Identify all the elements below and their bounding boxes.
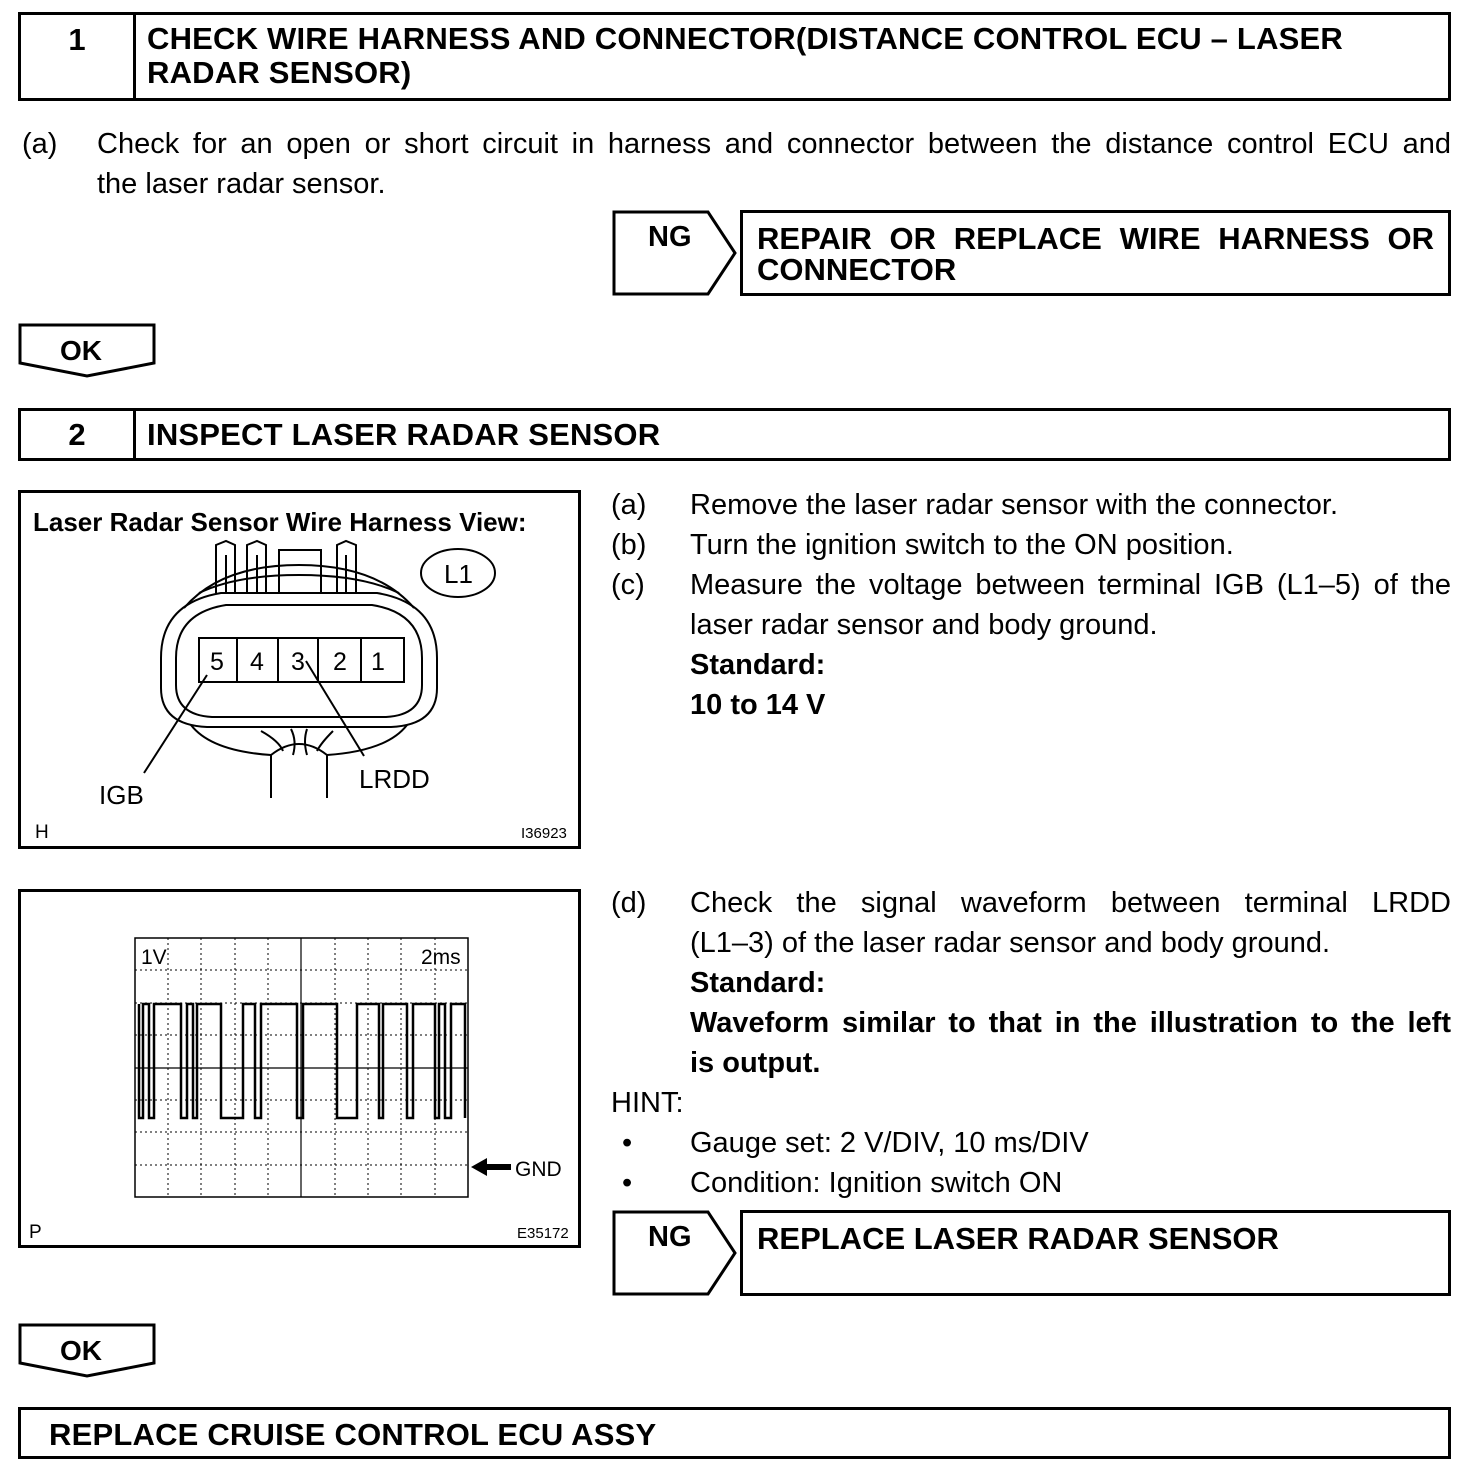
- step1-ok-arrow: [18, 323, 156, 379]
- step2-title: INSPECT LASER RADAR SENSOR: [147, 417, 661, 452]
- gnd-arrow-icon: [471, 1158, 511, 1176]
- step2-header: [18, 408, 1451, 461]
- step2-d-line1: Check the signal waveform between terminal LRDD: [690, 887, 1451, 919]
- step2-c-label: (c): [611, 569, 645, 601]
- step1-number: 1: [21, 15, 136, 98]
- pin-1: 1: [371, 648, 385, 676]
- pin-4: 4: [250, 648, 264, 676]
- pin-3: 3: [291, 648, 305, 676]
- step1-ng-action-line1: REPAIR OR REPLACE WIRE HARNESS OR: [757, 221, 1434, 256]
- step2-ng-action-text: REPLACE LASER RADAR SENSOR: [757, 1221, 1279, 1256]
- step1-a-line2: the laser radar sensor.: [97, 168, 386, 200]
- scope-time-per-div: 2ms: [421, 946, 461, 969]
- connector-id: L1: [444, 559, 473, 589]
- figure2-code: E35172: [517, 1225, 569, 1242]
- step1-ng-arrow: [612, 210, 738, 296]
- standard-d-label: Standard:: [690, 967, 826, 999]
- hint-bullet-2: •: [622, 1167, 633, 1199]
- step1-a-line1: Check for an open or short circuit in harness and connector between the distance control ECU and: [97, 128, 1451, 160]
- step2-ng-arrow: [612, 1210, 738, 1296]
- step2-a-label: (a): [611, 489, 647, 521]
- hint-1: Gauge set: 2 V/DIV, 10 ms/DIV: [690, 1127, 1089, 1159]
- step1-header: [18, 12, 1451, 101]
- waveform-drawing: [21, 892, 578, 1245]
- step1-ng-action-line2: CONNECTOR: [757, 252, 957, 287]
- pin-5: 5: [210, 648, 224, 676]
- step2-d-label: (d): [611, 887, 647, 919]
- step1-a-label: (a): [22, 128, 58, 160]
- standard-d-line1: Waveform similar to that in the illustration to the left: [690, 1007, 1451, 1039]
- step1-ok-label: OK: [60, 335, 102, 366]
- step2-ng-label: NG: [648, 1221, 692, 1253]
- step1-ng-action: [740, 210, 1451, 296]
- step2-b-label: (b): [611, 529, 647, 561]
- scope-center-axes: [135, 938, 468, 1197]
- step2-d-line2: (L1–3) of the laser radar sensor and body ground.: [690, 927, 1331, 959]
- standard-d-line2: is output.: [690, 1047, 821, 1079]
- gnd-label: GND: [515, 1158, 562, 1181]
- figure2-corner-letter: P: [29, 1222, 42, 1243]
- step2-number: 2: [21, 411, 136, 458]
- step2-ng-action: [740, 1210, 1451, 1296]
- standard-label: Standard:: [690, 649, 826, 681]
- pin-2: 2: [333, 648, 347, 676]
- step2-c-line1: Measure the voltage between terminal IGB (L1–5) of the: [690, 569, 1451, 601]
- final-action: REPLACE CRUISE CONTROL ECU ASSY: [49, 1417, 657, 1452]
- step1-title-line2: RADAR SENSOR): [147, 55, 412, 90]
- hint-bullet-1: •: [622, 1127, 633, 1159]
- figure1-code: I36923: [521, 825, 567, 842]
- signal-waveform: [139, 1004, 465, 1118]
- final-action-box: [18, 1407, 1451, 1459]
- connector-figure: [18, 490, 581, 849]
- igb-label: IGB: [99, 780, 144, 810]
- step2-b-text: Turn the ignition switch to the ON position.: [690, 529, 1234, 561]
- hint-label: HINT:: [611, 1087, 684, 1119]
- waveform-figure: [18, 889, 581, 1248]
- standard-value: 10 to 14 V: [690, 689, 826, 721]
- connector-drawing: [21, 493, 578, 846]
- step2-a-text: Remove the laser radar sensor with the connector.: [690, 489, 1338, 521]
- connector-figure-title: Laser Radar Sensor Wire Harness View:: [33, 507, 527, 537]
- step2-ok-label: OK: [60, 1335, 102, 1366]
- scope-volts-per-div: 1V: [141, 946, 167, 969]
- step2-c-line2: laser radar sensor and body ground.: [690, 609, 1158, 641]
- step2-ok-arrow: [18, 1323, 156, 1379]
- lrdd-label: LRDD: [359, 764, 430, 794]
- step1-title-line1: CHECK WIRE HARNESS AND CONNECTOR(DISTANCE CONTROL ECU – LASER: [147, 21, 1343, 56]
- figure1-corner-letter: H: [35, 822, 49, 843]
- step1-ng-label: NG: [648, 221, 692, 253]
- hint-2: Condition: Ignition switch ON: [690, 1167, 1063, 1199]
